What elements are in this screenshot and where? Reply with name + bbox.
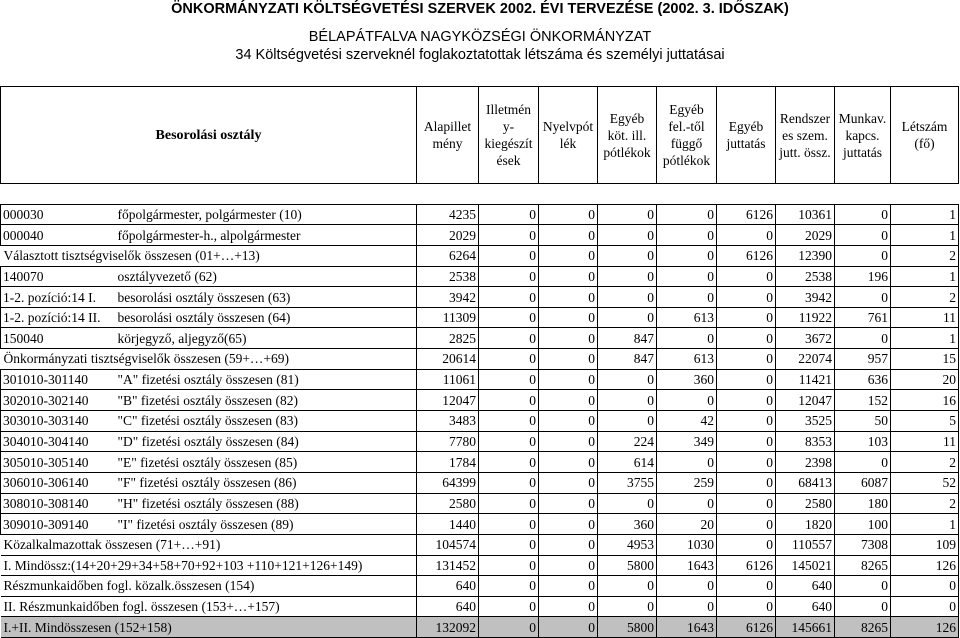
value-cell: 0 <box>717 307 776 328</box>
value-cell: 6087 <box>835 472 891 493</box>
report-subtitle: 34 Költségvetési szerveknél foglakoztatottak létszáma és személyi juttatásai <box>235 47 725 63</box>
value-cell: 0 <box>717 225 776 246</box>
row-description: "E" fizetési osztály összesen (85) <box>117 452 417 473</box>
value-cell: 3755 <box>598 472 657 493</box>
value-cell: 196 <box>835 266 891 287</box>
value-cell: 0 <box>539 245 598 266</box>
value-cell: 0 <box>539 390 598 411</box>
value-cell: 847 <box>598 349 657 370</box>
col-header-egyeb-kot-potlek: Egyéb köt. ill. pótlékok <box>598 87 657 184</box>
value-cell: 360 <box>598 514 657 535</box>
value-cell: 16 <box>891 390 959 411</box>
value-cell: 2029 <box>417 225 479 246</box>
table-row <box>1 596 959 617</box>
value-cell: 0 <box>657 328 717 349</box>
value-cell: 7780 <box>417 431 479 452</box>
value-cell: 180 <box>835 493 891 514</box>
value-cell: 0 <box>539 287 598 308</box>
table-row <box>1 307 959 328</box>
value-cell: 104574 <box>417 534 479 555</box>
row-description: "I" fizetési osztály összesen (89) <box>117 514 417 535</box>
col-header-besorolasi: Besorolási osztály <box>1 87 417 184</box>
value-cell: 0 <box>657 287 717 308</box>
value-cell: 0 <box>657 596 717 617</box>
value-cell: 5800 <box>598 555 657 576</box>
value-cell: 6126 <box>717 204 776 225</box>
value-cell: 0 <box>657 204 717 225</box>
value-cell: 3525 <box>776 411 835 432</box>
row-description: "C" fizetési osztály összesen (83) <box>117 411 417 432</box>
value-cell: 0 <box>717 369 776 390</box>
row-description: Önkormányzati tisztségviselők összesen (59+…+69) <box>1 349 417 370</box>
value-cell: 2029 <box>776 225 835 246</box>
value-cell: 6126 <box>717 617 776 638</box>
value-cell: 614 <box>598 452 657 473</box>
table-row <box>1 514 959 535</box>
value-cell: 2398 <box>776 452 835 473</box>
value-cell: 0 <box>717 514 776 535</box>
row-code: 1-2. pozíció:14 I. <box>1 287 117 308</box>
value-cell: 2 <box>891 245 959 266</box>
col-header-nyelvpotlek: Nyelvpót lék <box>539 87 598 184</box>
table-row <box>1 452 959 473</box>
value-cell: 126 <box>891 555 959 576</box>
value-cell: 1 <box>891 328 959 349</box>
row-description: besorolási osztály összesen (64) <box>117 307 417 328</box>
table-row <box>1 369 959 390</box>
value-cell: 0 <box>717 431 776 452</box>
value-cell: 0 <box>539 472 598 493</box>
table-row <box>1 204 959 225</box>
value-cell: 0 <box>717 328 776 349</box>
value-cell: 1784 <box>417 452 479 473</box>
value-cell: 0 <box>891 576 959 597</box>
row-description: "D" fizetési osztály összesen (84) <box>117 431 417 452</box>
value-cell: 0 <box>479 390 539 411</box>
value-cell: 0 <box>479 452 539 473</box>
value-cell: 0 <box>717 411 776 432</box>
value-cell: 0 <box>657 390 717 411</box>
value-cell: 0 <box>539 369 598 390</box>
value-cell: 0 <box>539 328 598 349</box>
value-cell: 0 <box>539 204 598 225</box>
row-code: 305010-305140 <box>1 452 117 473</box>
row-code: 306010-306140 <box>1 472 117 493</box>
value-cell: 109 <box>891 534 959 555</box>
value-cell: 0 <box>657 225 717 246</box>
spacer-cell <box>1 184 959 205</box>
value-cell: 0 <box>657 452 717 473</box>
value-cell: 0 <box>835 245 891 266</box>
value-cell: 42 <box>657 411 717 432</box>
value-cell: 0 <box>835 596 891 617</box>
value-cell: 0 <box>539 493 598 514</box>
value-cell: 0 <box>539 534 598 555</box>
value-cell: 0 <box>598 225 657 246</box>
value-cell: 0 <box>717 493 776 514</box>
value-cell: 20 <box>657 514 717 535</box>
table-row <box>1 411 959 432</box>
value-cell: 152 <box>835 390 891 411</box>
value-cell: 3483 <box>417 411 479 432</box>
value-cell: 103 <box>835 431 891 452</box>
value-cell: 847 <box>598 328 657 349</box>
value-cell: 131452 <box>417 555 479 576</box>
value-cell: 5800 <box>598 617 657 638</box>
row-description: Közalkalmazottak összesen (71+…+91) <box>1 534 417 555</box>
value-cell: 0 <box>479 287 539 308</box>
row-description: "A" fizetési osztály összesen (81) <box>117 369 417 390</box>
value-cell: 640 <box>776 596 835 617</box>
report-title: ÖNKORMÁNYZATI KÖLTSÉGVETÉSI SZERVEK 2002. ÉVI TERVEZÉSE (2002. 3. IDŐSZAK) <box>171 1 789 17</box>
row-code: 140070 <box>1 266 117 287</box>
table-body <box>1 184 959 638</box>
value-cell: 0 <box>657 493 717 514</box>
value-cell: 2 <box>891 493 959 514</box>
value-cell: 0 <box>539 431 598 452</box>
value-cell: 0 <box>479 431 539 452</box>
value-cell: 0 <box>717 534 776 555</box>
value-cell: 360 <box>657 369 717 390</box>
value-cell: 761 <box>835 307 891 328</box>
value-cell: 0 <box>598 411 657 432</box>
table-header-row <box>1 87 959 184</box>
value-cell: 0 <box>717 390 776 411</box>
row-code: 309010-309140 <box>1 514 117 535</box>
value-cell: 4235 <box>417 204 479 225</box>
value-cell: 0 <box>717 349 776 370</box>
value-cell: 8265 <box>835 617 891 638</box>
value-cell: 957 <box>835 349 891 370</box>
value-cell: 0 <box>717 472 776 493</box>
value-cell: 0 <box>539 225 598 246</box>
value-cell: 0 <box>479 266 539 287</box>
value-cell: 1440 <box>417 514 479 535</box>
col-header-rendszeres-osszesen: Rendszer es szem. jutt. össz. <box>776 87 835 184</box>
row-description: Részmunkaidőben fogl. közalk.összesen (154) <box>1 576 417 597</box>
value-cell: 0 <box>835 576 891 597</box>
value-cell: 2580 <box>417 493 479 514</box>
value-cell: 2538 <box>776 266 835 287</box>
value-cell: 0 <box>479 555 539 576</box>
value-cell: 0 <box>835 452 891 473</box>
table-row <box>1 225 959 246</box>
table-row <box>1 328 959 349</box>
value-cell: 4953 <box>598 534 657 555</box>
value-cell: 0 <box>479 245 539 266</box>
organization-name: BÉLAPÁTFALVA NAGYKÖZSÉGI ÖNKORMÁNYZAT <box>308 29 652 45</box>
value-cell: 145021 <box>776 555 835 576</box>
value-cell: 11922 <box>776 307 835 328</box>
value-cell: 0 <box>479 328 539 349</box>
row-code: 150040 <box>1 328 117 349</box>
value-cell: 2538 <box>417 266 479 287</box>
row-description: "F" fizetési osztály összesen (86) <box>117 472 417 493</box>
value-cell: 0 <box>539 514 598 535</box>
row-description: körjegyző, aljegyző(65) <box>117 328 417 349</box>
value-cell: 0 <box>598 390 657 411</box>
table-spacer-row <box>1 184 959 205</box>
value-cell: 6126 <box>717 555 776 576</box>
row-description: osztályvezető (62) <box>117 266 417 287</box>
value-cell: 0 <box>598 245 657 266</box>
value-cell: 0 <box>891 596 959 617</box>
col-header-munkaviszony-juttatas: Munkav. kapcs. juttatás <box>835 87 891 184</box>
col-header-letszam: Létszám (fő) <box>891 87 959 184</box>
value-cell: 0 <box>598 369 657 390</box>
value-cell: 8265 <box>835 555 891 576</box>
col-header-egyeb-feltol-fuggo: Egyéb fel.-től függő pótlékok <box>657 87 717 184</box>
value-cell: 1643 <box>657 555 717 576</box>
value-cell: 1030 <box>657 534 717 555</box>
row-description: Választott tisztségviselők összesen (01+…+13) <box>1 245 417 266</box>
row-code: 000040 <box>1 225 117 246</box>
value-cell: 0 <box>479 349 539 370</box>
value-cell: 0 <box>835 225 891 246</box>
value-cell: 0 <box>717 287 776 308</box>
row-code: 308010-308140 <box>1 493 117 514</box>
value-cell: 636 <box>835 369 891 390</box>
value-cell: 15 <box>891 349 959 370</box>
value-cell: 20 <box>891 369 959 390</box>
value-cell: 1 <box>891 514 959 535</box>
value-cell: 68413 <box>776 472 835 493</box>
row-description: II. Részmunkaidőben fogl. összesen (153+…+157) <box>1 596 417 617</box>
value-cell: 224 <box>598 431 657 452</box>
value-cell: 1820 <box>776 514 835 535</box>
value-cell: 0 <box>479 576 539 597</box>
value-cell: 126 <box>891 617 959 638</box>
value-cell: 0 <box>717 266 776 287</box>
value-cell: 11 <box>891 431 959 452</box>
value-cell: 2825 <box>417 328 479 349</box>
row-code: 303010-303140 <box>1 411 117 432</box>
value-cell: 0 <box>539 307 598 328</box>
value-cell: 0 <box>539 576 598 597</box>
value-cell: 11061 <box>417 369 479 390</box>
value-cell: 12390 <box>776 245 835 266</box>
table-row <box>1 555 959 576</box>
value-cell: 259 <box>657 472 717 493</box>
row-code: 000030 <box>1 204 117 225</box>
value-cell: 0 <box>479 204 539 225</box>
row-description: "H" fizetési osztály összesen (88) <box>117 493 417 514</box>
value-cell: 6264 <box>417 245 479 266</box>
budget-table <box>0 86 959 638</box>
value-cell: 2580 <box>776 493 835 514</box>
value-cell: 0 <box>539 266 598 287</box>
table-row <box>1 349 959 370</box>
value-cell: 11 <box>891 307 959 328</box>
value-cell: 349 <box>657 431 717 452</box>
value-cell: 50 <box>835 411 891 432</box>
table-row <box>1 390 959 411</box>
value-cell: 110557 <box>776 534 835 555</box>
value-cell: 0 <box>539 596 598 617</box>
table-row <box>1 534 959 555</box>
value-cell: 0 <box>657 245 717 266</box>
value-cell: 5 <box>891 411 959 432</box>
table-row <box>1 266 959 287</box>
value-cell: 52 <box>891 472 959 493</box>
table-row <box>1 576 959 597</box>
value-cell: 7308 <box>835 534 891 555</box>
row-code: 1-2. pozíció:14 II. <box>1 307 117 328</box>
value-cell: 8353 <box>776 431 835 452</box>
value-cell: 0 <box>479 493 539 514</box>
value-cell: 0 <box>539 349 598 370</box>
value-cell: 613 <box>657 349 717 370</box>
row-description: főpolgármester, polgármester (10) <box>117 204 417 225</box>
value-cell: 12047 <box>417 390 479 411</box>
value-cell: 0 <box>657 576 717 597</box>
value-cell: 2 <box>891 452 959 473</box>
value-cell: 0 <box>717 576 776 597</box>
value-cell: 145661 <box>776 617 835 638</box>
row-code: 301010-301140 <box>1 369 117 390</box>
value-cell: 613 <box>657 307 717 328</box>
value-cell: 0 <box>479 472 539 493</box>
value-cell: 640 <box>417 596 479 617</box>
row-description: I. Mindössz:(14+20+29+34+58+70+92+103 +110+121+126+149) <box>1 555 417 576</box>
value-cell: 3942 <box>417 287 479 308</box>
row-code: 302010-302140 <box>1 390 117 411</box>
value-cell: 3942 <box>776 287 835 308</box>
value-cell: 11421 <box>776 369 835 390</box>
value-cell: 0 <box>479 514 539 535</box>
value-cell: 0 <box>717 596 776 617</box>
table-row <box>1 493 959 514</box>
value-cell: 12047 <box>776 390 835 411</box>
col-header-illetmeny-kiegeszites: Illetmén y-kiegészít ések <box>479 87 539 184</box>
table-row <box>1 431 959 452</box>
value-cell: 0 <box>717 452 776 473</box>
value-cell: 0 <box>479 307 539 328</box>
value-cell: 0 <box>479 534 539 555</box>
value-cell: 0 <box>657 266 717 287</box>
table-row <box>1 287 959 308</box>
value-cell: 1 <box>891 266 959 287</box>
value-cell: 1 <box>891 204 959 225</box>
row-description: besorolási osztály összesen (63) <box>117 287 417 308</box>
col-header-egyeb-juttatas: Egyéb juttatás <box>717 87 776 184</box>
value-cell: 11309 <box>417 307 479 328</box>
value-cell: 0 <box>539 452 598 473</box>
value-cell: 0 <box>598 204 657 225</box>
value-cell: 20614 <box>417 349 479 370</box>
row-description: főpolgármester-h., alpolgármester <box>117 225 417 246</box>
value-cell: 0 <box>835 328 891 349</box>
value-cell: 0 <box>479 411 539 432</box>
value-cell: 3672 <box>776 328 835 349</box>
value-cell: 0 <box>835 287 891 308</box>
value-cell: 640 <box>417 576 479 597</box>
value-cell: 0 <box>539 555 598 576</box>
value-cell: 0 <box>598 307 657 328</box>
row-description: I.+II. Mindösszesen (152+158) <box>1 617 417 638</box>
value-cell: 0 <box>479 369 539 390</box>
value-cell: 0 <box>835 204 891 225</box>
value-cell: 0 <box>479 596 539 617</box>
value-cell: 1643 <box>657 617 717 638</box>
value-cell: 0 <box>598 266 657 287</box>
value-cell: 64399 <box>417 472 479 493</box>
value-cell: 22074 <box>776 349 835 370</box>
value-cell: 0 <box>539 411 598 432</box>
value-cell: 0 <box>539 617 598 638</box>
value-cell: 2 <box>891 287 959 308</box>
value-cell: 0 <box>598 576 657 597</box>
value-cell: 0 <box>598 596 657 617</box>
value-cell: 10361 <box>776 204 835 225</box>
table-row <box>1 245 959 266</box>
value-cell: 0 <box>598 493 657 514</box>
value-cell: 0 <box>479 617 539 638</box>
value-cell: 1 <box>891 225 959 246</box>
value-cell: 640 <box>776 576 835 597</box>
value-cell: 6126 <box>717 245 776 266</box>
col-header-alapilletmeny: Alapillet mény <box>417 87 479 184</box>
table-row <box>1 617 959 638</box>
table-row <box>1 472 959 493</box>
value-cell: 100 <box>835 514 891 535</box>
row-code: 304010-304140 <box>1 431 117 452</box>
value-cell: 0 <box>479 225 539 246</box>
value-cell: 0 <box>598 287 657 308</box>
row-description: "B" fizetési osztály összesen (82) <box>117 390 417 411</box>
value-cell: 132092 <box>417 617 479 638</box>
